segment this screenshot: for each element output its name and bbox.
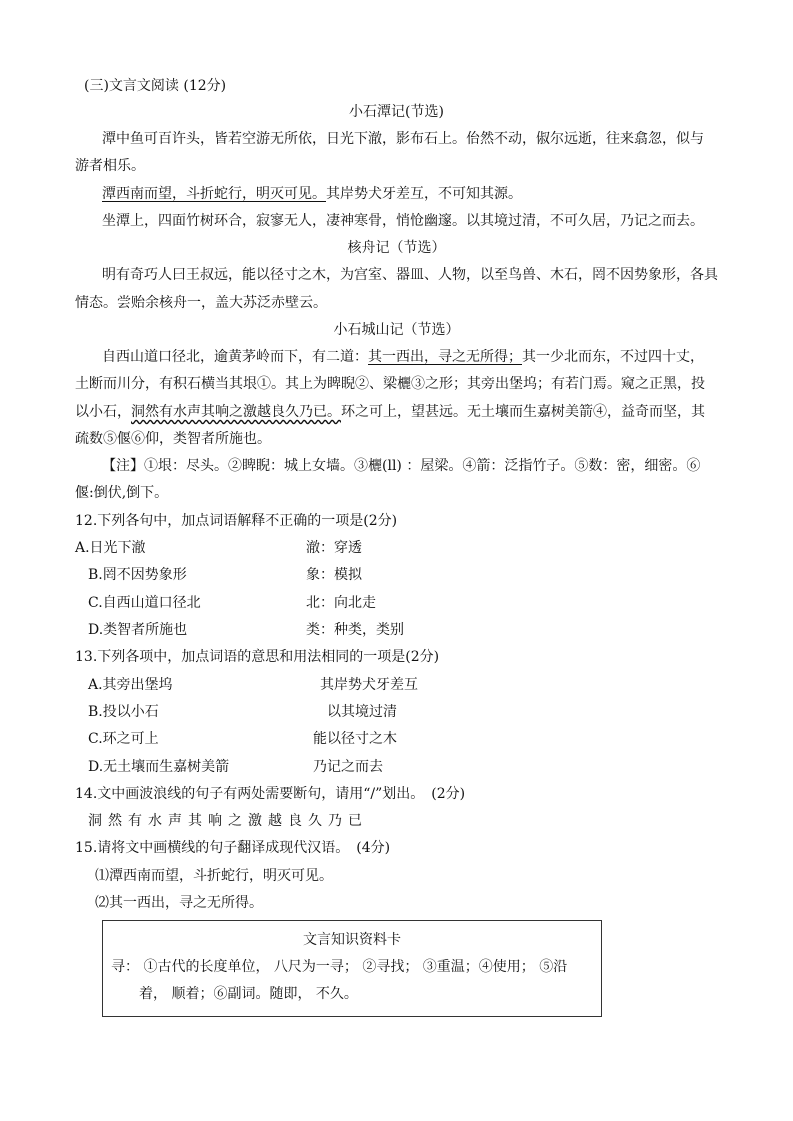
- passage2-text: 明有奇巧人曰王叔远，能以径寸之木，为宫室、器皿、人物，以至鸟兽、木石，罔不因势象形，各具: [102, 267, 718, 283]
- text-run: 自西山道口径北，逾黄茅岭而下，有二道：: [102, 349, 368, 365]
- q13-option-b: B.投以小石: [88, 704, 159, 720]
- q12-option-a-gloss: 澈：穿透: [306, 540, 362, 556]
- text-run: 其岸势犬牙差互，不可知其源。: [326, 186, 522, 202]
- underlined-sentence: 其一西出，寻之无所得；: [368, 349, 522, 365]
- knowledge-card-line: 寻： ①古代的长度单位， 八尺为一寻； ②寻找； ③重温；④使用； ⑤沿: [111, 959, 568, 975]
- q13-option-d-compare: 乃记之而去: [313, 759, 383, 775]
- q14-sentence: 洞然有水声其响之激越良久乃已: [88, 813, 368, 829]
- q13-option-c-compare: 能以径寸之木: [313, 731, 397, 747]
- question-14-stem: 14.文中画波浪线的句子有两处需要断句，请用“/”划出。 (2分): [75, 786, 466, 802]
- notes: 偃:倒伏,倒下。: [75, 485, 169, 501]
- passage2-text: 情态。尝贻余核舟一，盖大苏泛赤壁云。: [75, 295, 327, 311]
- q12-option-b: B.罔不因势象形: [88, 567, 187, 583]
- q12-option-d-gloss: 类：种类，类别: [306, 622, 404, 638]
- q12-option-c: C.自西山道口径北: [88, 595, 201, 611]
- q12-option-b-gloss: 象：模拟: [306, 567, 362, 583]
- passage3-text: [75, 402, 705, 422]
- q12-option-c-gloss: 北：向北走: [306, 595, 376, 611]
- q12-option-d: D.类智者所施也: [88, 622, 188, 638]
- q13-option-c: C.环之可上: [88, 731, 159, 747]
- text-run: 环之可上，望甚远。无土壤而生嘉树美箭④，益奇而坚，其: [341, 404, 705, 420]
- text-run: 以小石，: [75, 404, 131, 420]
- knowledge-card: [102, 920, 602, 1017]
- passage1-text: 游者相乐。: [75, 158, 145, 174]
- q13-option-a-compare: 其岸势犬牙差互: [320, 677, 418, 693]
- question-12-stem: 12.下列各句中，加点词语解释不正确的一项是(2分): [75, 513, 398, 529]
- notes: 【注】①垠：尽头。②睥睨：城上女墙。③欐(ll) ：屋梁。④箭：泛指竹子。⑤数：密，细密。⑥: [102, 458, 701, 474]
- passage3-text: 疏数⑤偃⑥仰，类智者所施也。: [75, 431, 271, 447]
- knowledge-card-line: 着， 顺着；⑥副词。随即， 不久。: [139, 986, 358, 1002]
- knowledge-card-title: 文言知识资料卡: [303, 932, 401, 948]
- q13-option-d: D.无土壤而生嘉树美箭: [88, 759, 230, 775]
- q13-option-b-compare: 以其境过清: [327, 704, 397, 720]
- q13-option-a: A.其旁出堡坞: [88, 677, 173, 693]
- question-15-stem: 15.请将文中画横线的句子翻译成现代汉语。 (4分): [75, 840, 391, 856]
- passage1-text: 坐潭上，四面竹树环合，寂寥无人，凄神寒骨，悄怆幽邃。以其境过清，不可久居，乃记之而去。: [102, 213, 704, 229]
- underlined-sentence: 潭西南而望，斗折蛇行，明灭可见。: [102, 186, 326, 202]
- q12-option-a: A.日光下澈: [75, 540, 146, 556]
- passage2-title: 核舟记（节选）: [347, 240, 446, 256]
- q15-item-1: ⑴潭西南而望，斗折蛇行，明灭可见。: [95, 868, 333, 884]
- passage3-text: 土断而川分，有积石横当其垠①。其上为睥睨②、梁欐③之形；其旁出堡坞；有若门焉。窥之正黑，投: [75, 376, 705, 392]
- wavy-underlined-sentence: 洞然有水声其响之激越良久乃已。: [131, 404, 341, 420]
- passage1-text: 潭中鱼可百许头，皆若空游无所依，日光下澈，影布石上。佁然不动，俶尔远逝，往来翕忽，似与: [102, 131, 704, 147]
- question-13-stem: 13.下列各项中，加点词语的意思和用法相同的一项是(2分): [75, 649, 440, 665]
- text-run: 其一少北而东，不过四十丈，: [522, 349, 704, 365]
- passage1-text: [102, 184, 522, 204]
- passage3-text: [102, 347, 704, 367]
- passage1-title: 小石潭记(节选): [349, 104, 444, 120]
- passage3-title: 小石城山记（节选）: [333, 322, 460, 338]
- section-title: (三)文言文阅读 (12分): [84, 78, 227, 94]
- q15-item-2: ⑵其一西出，寻之无所得。: [95, 895, 263, 911]
